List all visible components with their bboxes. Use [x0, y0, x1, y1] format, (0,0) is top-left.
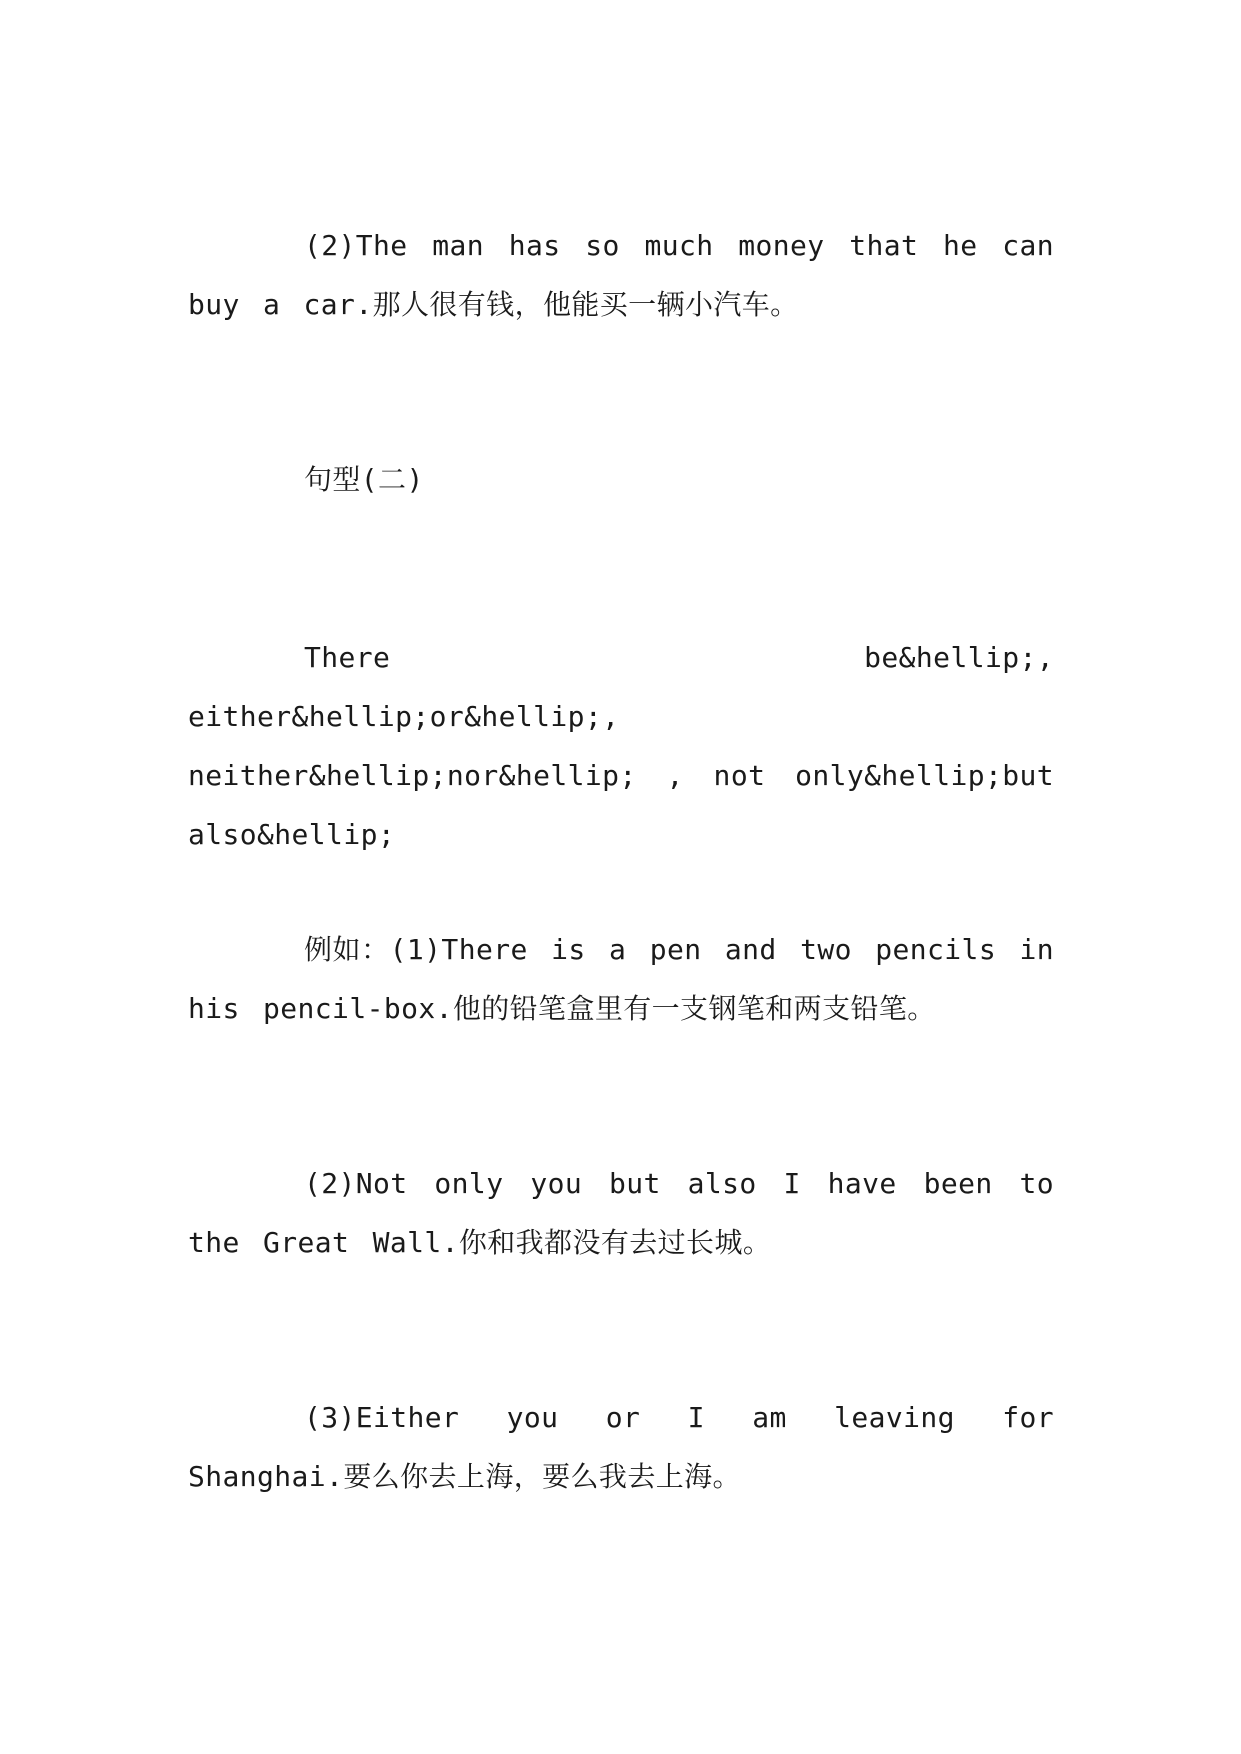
paragraph-example-3-shanghai: (3)Either you or I am leaving for Shanghai.要么你去上海，要么我去上海。: [188, 1401, 1054, 1493]
section-heading-sentence-pattern-2: 句型(二): [304, 463, 424, 496]
paragraph-example-2-money: (2)The man has so much money that he can buy a car.那人很有钱，他能买一辆小汽车。: [188, 229, 1054, 321]
paragraph-pattern-list: There be&hellip;, either&hellip;or&hellip;, neither&hellip;nor&hellip; , not only&hellip;but also&hellip;: [188, 641, 1054, 851]
paragraph-example-1-pencil-box: 例如：(1)There is a pen and two pencils in his pencil-box.他的铅笔盒里有一支钢笔和两支铅笔。: [188, 933, 1054, 1025]
paragraph-example-2-great-wall: (2)Not only you but also I have been to the Great Wall.你和我都没有去过长城。: [188, 1167, 1054, 1259]
